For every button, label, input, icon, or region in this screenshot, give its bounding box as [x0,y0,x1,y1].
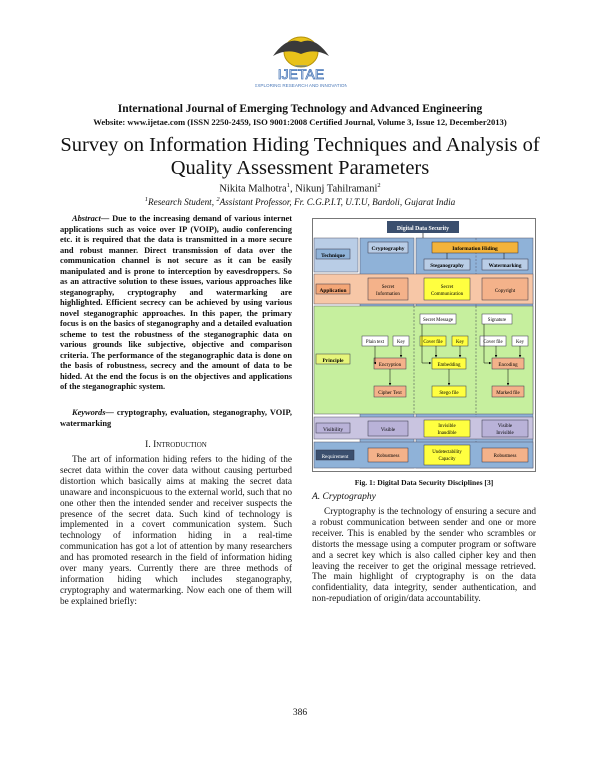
authors [0,182,600,195]
fig-vis-crypto: Visible [380,428,396,433]
row-label-principle: Principle [322,358,344,364]
fig-cipher-text: Cipher Text [378,391,402,396]
abstract-text: Due to the increasing demand of various internet applications such as voice over IP (VOIP), audio conferencing etc. it is required that the data is transmitted in a more secure and robust manner. Direct transmission of data over the communication channel is not secure as it can be easily manipulated and is prone to interception by eavesdroppers. So as an attractive solution to these issues, various approaches like steganography, cryptography and watermarking are highlighted. Efficient secrecy can be achieved by using various novel steganographic approaches. In this paper, the primary focus is on the basics of steganography and a detailed evaluation scheme to test the robustness of the steganographic data on various grounds like subjective, objective and comparison criteria. The performance of the steganographic data is done on the basis of robustness, secrecy and the amount of data to be hided. At the end the focus is on the objectives and applications of the steganographic system. [60,214,292,391]
author-2: Nikunj Tahilramani [295,183,378,195]
fig-key-1: Key [397,340,405,345]
author-1-sup: 1 [286,182,290,189]
introduction-text [60,455,292,608]
fig-signature: Signature [487,318,507,323]
fig-app-crypto: Secret Information [376,285,400,297]
fig-plain-text: Plain text [365,340,385,345]
fig-title: Digital Data Security [396,226,450,232]
affil-part-1: Research Student, [148,197,217,208]
fig-encryption: Encryption [378,363,402,368]
section-heading-cryptography: A. Cryptography [312,492,376,502]
row-label-requirement: Requirement [321,454,349,460]
section-heading-introduction: I. Introduction [145,440,207,450]
cryptography-text [312,507,536,605]
fig-cover-file-2: Cover file [483,340,503,345]
journal-website: Website: www.ijetae.com (ISSN 2250-2459, ISO 9001:2008 Certified Journal, Volume 3, Issue 12, December2013) [93,117,507,127]
fig-cryptography: Cryptography [371,246,405,252]
fig-vis-stego: Invisible Inaudible [437,424,457,436]
keywords [60,408,292,429]
fig-key-3: Key [516,340,524,345]
row-label-technique: Technique [321,253,345,259]
journal-logo-graphic [255,34,347,92]
affil-sup-1: 1 [144,196,149,203]
keywords-text: cryptography, evaluation, steganography, VOIP, watermarking [60,408,292,428]
affil-part-2: Assistant Professor, Fr. C.G.P.I.T, U.T.U, Bardoli, Gujarat India [219,197,456,208]
affil-sup-2: 2 [216,196,220,203]
journal-logo [255,34,347,92]
title-line-2: Quality Assessment Parameters [170,157,430,179]
logo-tagline: EXPLORING RESEARCH AND INNOVATION [255,83,347,88]
fig-req-stego: Undetectability Capacity [432,450,462,462]
fig-information-hiding: Information Hiding [452,246,498,252]
fig-embedding: Embedding [437,363,461,368]
journal-name: International Journal of Emerging Technology and Advanced Engineering [117,103,483,115]
fig-encoding: Encoding [498,363,518,368]
fig-req-crypto: Robustness [376,454,400,459]
fig-secret-message: Secret Message [423,318,453,323]
fig-vis-water: Visible Invisible [496,424,514,436]
fig-app-stego: Secret Communication [430,285,464,297]
row-label-visibility: Visibility [322,427,344,433]
logo-text: IJETAE [277,66,325,82]
abstract-label: Abstract— [72,214,110,223]
author-2-sup: 2 [377,182,381,189]
fig-req-water: Robustness [493,454,517,459]
fig-key-2: Key [456,340,464,345]
fig-cover-file-1: Cover file [423,340,443,345]
abstract [60,214,292,393]
fig-watermarking: Watermarking [488,263,522,269]
paper-title [40,134,560,180]
introduction-paragraph: The art of information hiding refers to the hiding of the secret data within the cover data without causing perturbed distortion which basically aims at making the secret data unaware and inconspicuous to the external world, such that no one other then the intended sender and receiver suspects the presence of the secret data. Such kind of technology is implemented in a covert communication system. Such technology of information hiding in a real-time communication has got a lot of attention by many researchers and has promoted research in the field of information hiding over many years. Currently there are three methods of information hiding which includes steganography, cryptography and watermarking. Now each one of them will be explained briefly: [60,455,292,607]
cryptography-paragraph: Cryptography is the technology of ensuring a secure and a robust communication between sender and one or more receiver. This is enabled by the sender who scrambles or distorts the message using a computer program or software and a secret key which is also called cipher key and then leaving the receiver to get the original message retrieved. The main highlight of cryptography is on the data confidentiality, data integrity, sender authentication, and non-repudiation of origin/data accountability. [312,507,536,605]
affiliation [0,196,600,207]
title-line-1: Survey on Information Hiding Techniques and Analysis of [60,134,540,156]
fig-app-water: Copyright [494,289,516,294]
figure-digital-data-security [312,218,536,472]
author-separator: , [289,183,296,195]
keywords-label: Keywords— [72,408,114,417]
fig-stego-file: Stego file [439,391,459,396]
fig-marked-file: Marked file [496,391,520,396]
figure-caption: Fig. 1: Digital Data Security Disciplines [3] [354,478,494,487]
row-label-application: Application [319,288,347,294]
author-1: Nikita Malhotra [219,183,287,195]
fig-steganography: Steganography [430,263,464,269]
figure-diagram [312,218,536,472]
page-number: 386 [292,708,308,718]
